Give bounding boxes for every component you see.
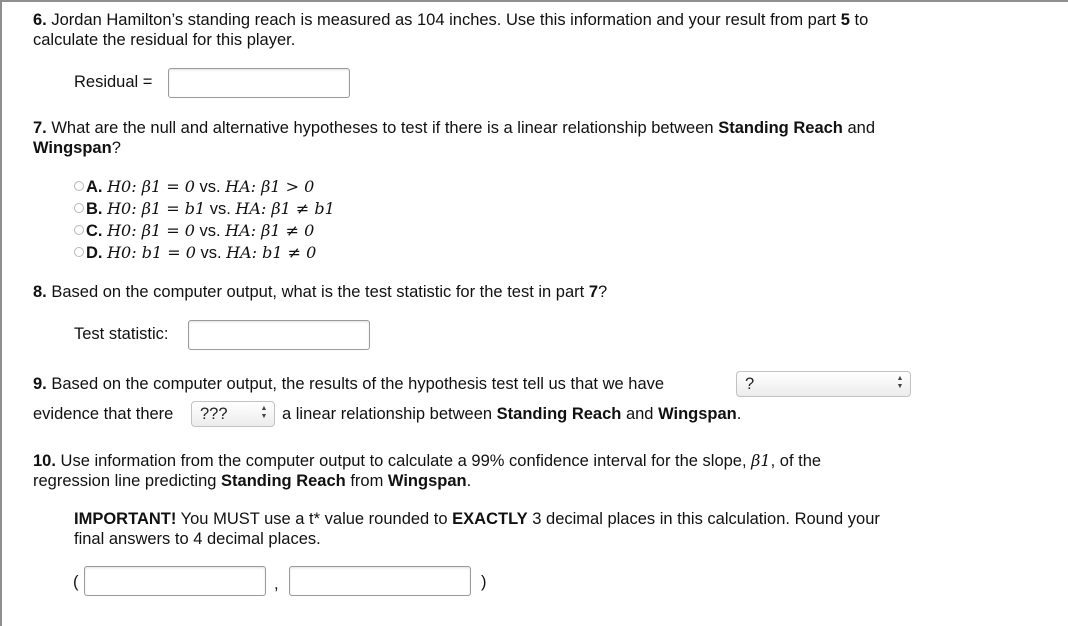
q6-part-ref: 5 [840, 11, 850, 29]
relationship-select[interactable]: ??? ▲ ▼ [191, 401, 275, 427]
radio-c-icon[interactable] [74, 225, 84, 235]
q8-number: 8. [33, 283, 47, 301]
open-paren: ( [73, 573, 79, 591]
question-9-line2b: a linear relationship between Standing Reach and Wingspan. [282, 405, 742, 423]
test-statistic-label: Test statistic: [74, 325, 169, 343]
select-arrows-icon: ▲ ▼ [896, 375, 904, 390]
radio-d-icon[interactable] [74, 247, 84, 257]
select-arrows-icon: ▲ ▼ [260, 405, 268, 420]
option-c[interactable]: C. H0: β1 = 0 vs. HA: β1 ≠ 0 [74, 220, 314, 242]
important-note: IMPORTANT! You MUST use a t* value rounded to EXACTLY 3 decimal places in this calculation. Round your final answers to 4 decimal places. [74, 510, 880, 548]
q9-number: 9. [33, 375, 47, 393]
question-9-line2a: evidence that there [33, 405, 174, 423]
residual-label: Residual = [74, 73, 153, 91]
q7-number: 7. [33, 119, 47, 137]
option-a[interactable]: A. H0: β1 = 0 vs. HA: β1 > 0 [74, 176, 314, 198]
question-7: 7. What are the null and alternative hypotheses to test if there is a linear relationship between Standing Reach and Wingspan? [33, 119, 875, 157]
question-8: 8. Based on the computer output, what is the test statistic for the test in part 7? [33, 283, 608, 301]
comma: , [274, 575, 279, 593]
radio-b-icon[interactable] [74, 203, 84, 213]
q6-number: 6. [33, 11, 47, 29]
ci-lower-input[interactable] [84, 566, 266, 596]
residual-input[interactable] [168, 68, 350, 98]
important-label: IMPORTANT! [74, 510, 177, 528]
q10-number: 10. [33, 452, 56, 470]
close-paren: ) [481, 573, 487, 591]
q7-text: What are the null and alternative hypotheses to test if there is a linear relationship between [51, 119, 714, 137]
q10-text: Use information from the computer output to calculate a 99% confidence interval for the slope, [60, 452, 747, 470]
q8-text: Based on the computer output, what is the test statistic for the test in part [51, 283, 585, 301]
ci-upper-input[interactable] [289, 566, 471, 596]
option-d[interactable]: D. H0: b1 = 0 vs. HA: b1 ≠ 0 [74, 242, 316, 264]
question-6: 6. Jordan Hamilton’s standing reach is measured as 104 inches. Use this information and your result from part 5 to calculate the residual for this player. [33, 11, 869, 49]
option-b[interactable]: B. H0: β1 = b1 vs. HA: β1 ≠ b1 [74, 198, 335, 220]
question-9-line1 [33, 374, 664, 394]
evidence-select[interactable]: ? ▲ ▼ [736, 371, 911, 397]
question-10: 10. Use information from the computer output to calculate a 99% confidence interval for the slope, β1, of the regression line predicting Standing Reach from Wingspan. [33, 451, 822, 490]
test-statistic-input[interactable] [188, 320, 370, 350]
q9-text: Based on the computer output, the results of the hypothesis test tell us that we have [51, 375, 665, 393]
q6-text: Jordan Hamilton’s standing reach is measured as 104 inches. Use this information and your result from part [51, 11, 837, 29]
q6-text-line2: calculate the residual for this player. [33, 31, 296, 49]
radio-a-icon[interactable] [74, 181, 84, 191]
